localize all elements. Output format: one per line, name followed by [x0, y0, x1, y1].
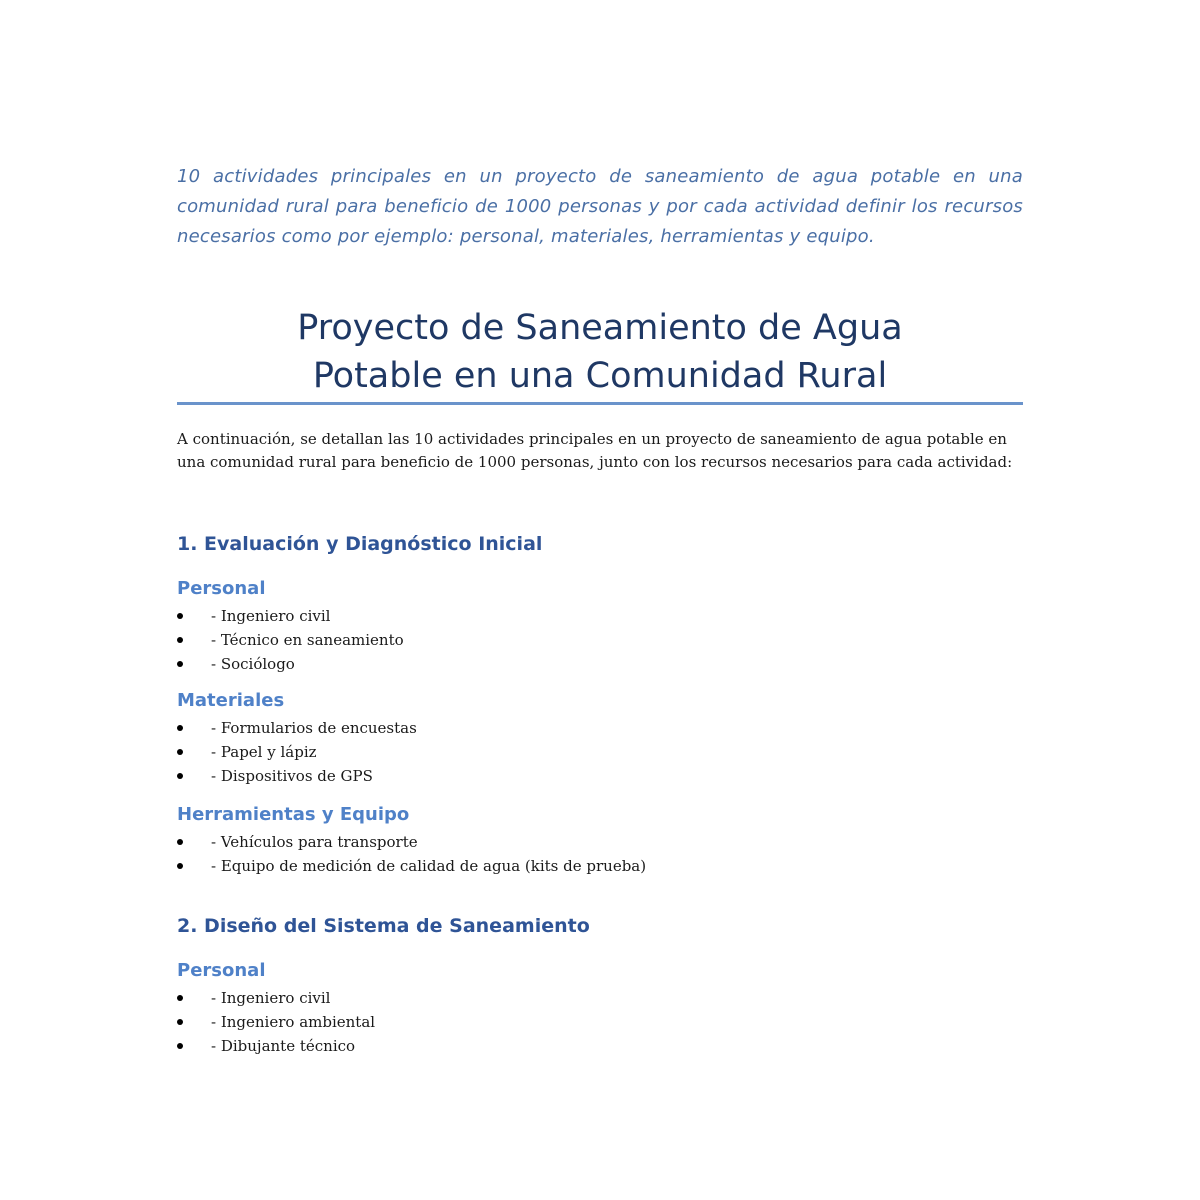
list-item: - Equipo de medición de calidad de agua (kits de prueba)	[177, 854, 646, 878]
activity-1-personal-list	[177, 604, 404, 676]
list-item: - Ingeniero ambiental	[177, 1010, 375, 1034]
bullet-icon	[177, 773, 183, 779]
list-item: - Formularios de encuestas	[177, 716, 417, 740]
activity-1-personal-heading: Personal	[177, 578, 266, 599]
title-underline-rule	[177, 402, 1023, 405]
activity-2-personal-list	[177, 986, 375, 1058]
activity-2-personal-heading: Personal	[177, 960, 266, 981]
bullet-icon	[177, 1043, 183, 1049]
activity-1-materiales-heading: Materiales	[177, 690, 285, 711]
list-item: - Papel y lápiz	[177, 740, 417, 764]
list-item: - Sociólogo	[177, 652, 404, 676]
bullet-icon	[177, 749, 183, 755]
activity-1-herramientas-list	[177, 830, 646, 878]
activity-1-materiales-list	[177, 716, 417, 788]
prompt-text: 10 actividades principales en un proyecto de saneamiento de agua potable en una comunidad rural para beneficio de 1000 personas y por cada actividad definir los recursos necesarios como por ejemplo: personal, materiales, herramientas y equipo.	[177, 166, 1023, 247]
bullet-icon	[177, 725, 183, 731]
list-item: - Dibujante técnico	[177, 1034, 375, 1058]
bullet-icon	[177, 661, 183, 667]
bullet-icon	[177, 613, 183, 619]
list-item: - Vehículos para transporte	[177, 830, 646, 854]
list-item: - Ingeniero civil	[177, 604, 404, 628]
activity-2-heading: 2. Diseño del Sistema de Saneamiento	[177, 915, 590, 937]
bullet-icon	[177, 995, 183, 1001]
title-line-2: Potable en una Comunidad Rural	[312, 356, 888, 396]
activity-1-heading: 1. Evaluación y Diagnóstico Inicial	[177, 533, 543, 555]
list-item: - Dispositivos de GPS	[177, 764, 417, 788]
list-item: - Técnico en saneamiento	[177, 628, 404, 652]
bullet-icon	[177, 637, 183, 643]
title-line-1: Proyecto de Saneamiento de Agua	[297, 308, 903, 348]
intro-paragraph: A continuación, se detallan las 10 actividades principales en un proyecto de saneamiento de agua potable en una comunidad rural para beneficio de 1000 personas, junto con los recursos necesarios para cada actividad:	[177, 430, 1013, 471]
list-item: - Ingeniero civil	[177, 986, 375, 1010]
document-title	[177, 304, 1023, 400]
activity-1-herramientas-heading: Herramientas y Equipo	[177, 804, 410, 825]
bullet-icon	[177, 1019, 183, 1025]
bullet-icon	[177, 839, 183, 845]
bullet-icon	[177, 863, 183, 869]
